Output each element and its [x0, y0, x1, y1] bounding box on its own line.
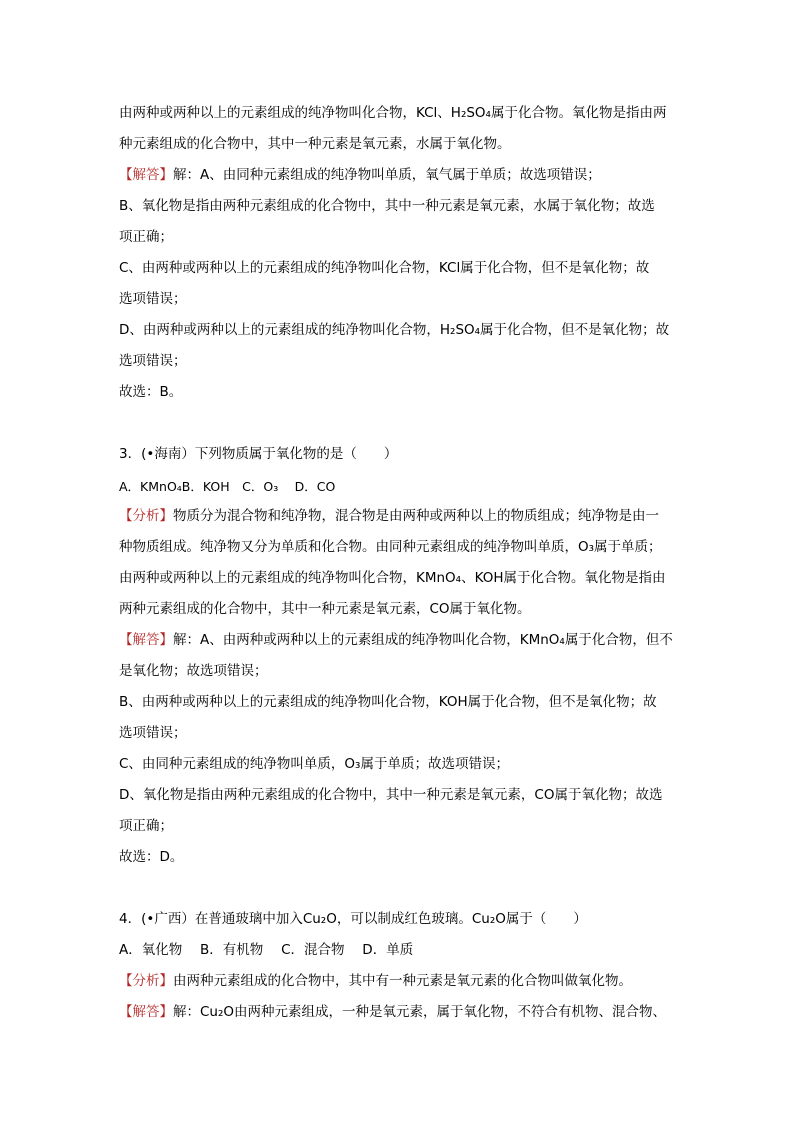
- question-3-stem: 3．(•海南）下列物质属于氧化物的是（ ）: [119, 446, 398, 462]
- text-line: 由两种或两种以上的元素组成的纯净物叫化合物，KMnO₄、KOH属于化合物。氧化物是指由: [119, 570, 666, 586]
- text-line: 两种元素组成的化合物中，其中一种元素是氧元素，CO属于氧化物。: [119, 601, 531, 617]
- text-line: 种物质组成。纯净物又分为单质和化合物。由同种元素组成的纯净物叫单质，O₃属于单质；: [119, 539, 662, 555]
- text-line: 由两种或两种以上的元素组成的纯净物叫化合物，KCl、H₂SO₄属于化合物。氧化物是指由两: [119, 105, 667, 121]
- analysis-tag: 【分析】: [119, 508, 173, 524]
- answer-text: 解：A、由两种或两种以上的元素组成的纯净物叫化合物，KMnO₄属于化合物，但不: [173, 632, 673, 648]
- answer-block: [119, 631, 679, 651]
- analysis-text: 由两种元素组成的化合物中，其中有一种元素是氧元素的化合物叫做氧化物。: [173, 973, 632, 989]
- question-4-stem: 4．(•广西）在普通玻璃中加入Cu₂O，可以制成红色玻璃。Cu₂O属于（ ）: [119, 911, 587, 927]
- text-line: 选项错误；: [119, 725, 187, 741]
- question-4-options: A．氧化物 B．有机物 C．混合物 D．单质: [119, 942, 414, 958]
- answer-block: [119, 1003, 679, 1023]
- text-line: B、氧化物是指由两种元素组成的化合物中，其中一种元素是氧元素，水属于氧化物；故选: [119, 198, 655, 214]
- text-line: B、由两种或两种以上的元素组成的纯净物叫化合物，KOH属于化合物，但不是氧化物；故: [119, 694, 657, 710]
- text-line: D、氧化物是指由两种元素组成的化合物中，其中一种元素是氧元素，CO属于氧化物；故选: [119, 787, 663, 803]
- analysis-text: 物质分为混合物和纯净物，混合物是由两种或两种以上的物质组成；纯净物是由一: [173, 508, 659, 524]
- conclusion-line: 故选：B。: [119, 384, 183, 400]
- question-3-options: A．KMnO₄B．KOH C．O₃ D．CO: [119, 479, 336, 494]
- text-line: 是氧化物；故选项错误；: [119, 663, 268, 679]
- text-line: 项正确；: [119, 818, 173, 834]
- analysis-block: [119, 972, 679, 992]
- answer-block: [119, 166, 679, 186]
- answer-tag: 【解答】: [119, 632, 173, 648]
- text-line: 选项错误；: [119, 353, 187, 369]
- answer-text: 解：Cu₂O由两种元素组成，一种是氧元素，属于氧化物，不符合有机物、混合物、: [173, 1004, 667, 1020]
- text-line: C、由两种或两种以上的元素组成的纯净物叫化合物，KCl属于化合物，但不是氧化物；故: [119, 260, 650, 276]
- analysis-block: [119, 507, 679, 527]
- answer-tag: 【解答】: [119, 1004, 173, 1020]
- answer-tag: 【解答】: [119, 167, 173, 183]
- analysis-tag: 【分析】: [119, 973, 173, 989]
- conclusion-line: 故选：D。: [119, 849, 184, 865]
- text-line: 种元素组成的化合物中，其中一种元素是氧元素，水属于氧化物。: [119, 136, 511, 152]
- text-line: C、由同种元素组成的纯净物叫单质，O₃属于单质；故选项错误；: [119, 756, 509, 772]
- answer-text: 解：A、由同种元素组成的纯净物叫单质，氧气属于单质；故选项错误；: [173, 167, 601, 183]
- text-line: D、由两种或两种以上的元素组成的纯净物叫化合物，H₂SO₄属于化合物，但不是氧化物；故: [119, 322, 670, 338]
- text-line: 选项错误；: [119, 291, 187, 307]
- text-line: 项正确；: [119, 229, 173, 245]
